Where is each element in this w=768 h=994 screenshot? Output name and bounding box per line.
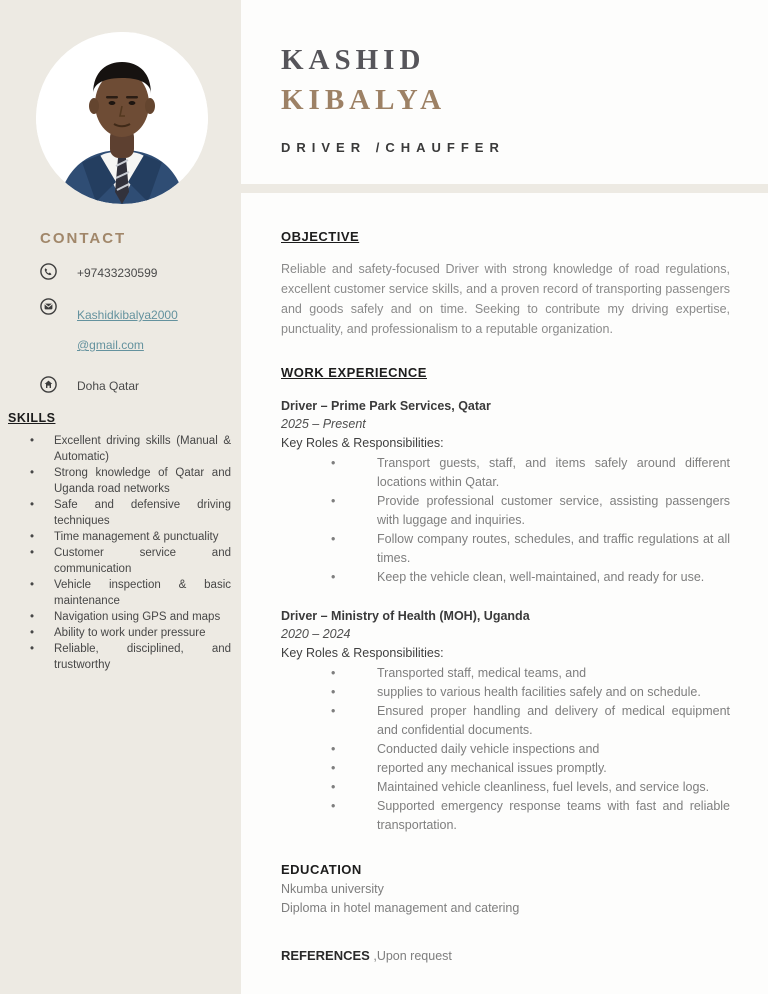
skills-list — [0, 433, 241, 673]
bullet-icon: • — [30, 547, 35, 559]
email-line2: @gmail.com — [77, 338, 144, 352]
bullet-icon: • — [30, 467, 35, 479]
main-column — [241, 0, 768, 994]
resume-body — [241, 193, 768, 994]
job-bullet: • Supported emergency response teams with fast and reliable transportation. — [281, 797, 730, 835]
bullet-icon: • — [331, 685, 336, 699]
phone-number: +97433230599 — [77, 266, 158, 280]
bullet-icon: • — [30, 499, 35, 511]
job-bullet: • Maintained vehicle cleanliness, fuel levels, and service logs. — [281, 778, 730, 797]
resume-header — [241, 0, 768, 184]
bullet-icon: • — [331, 704, 336, 718]
last-name: KIBALYA — [281, 84, 447, 116]
candidate-name — [281, 40, 768, 120]
skill-item: • Vehicle inspection & basic maintenance — [30, 579, 231, 607]
bullet-icon: • — [331, 494, 336, 508]
contact-location-row — [40, 376, 227, 395]
contact-heading: CONTACT — [40, 230, 127, 247]
job-roles-label: Key Roles & Responsibilities: — [281, 436, 444, 450]
skill-item: • Ability to work under pressure — [30, 627, 206, 639]
job-period: 2025 – Present — [281, 417, 366, 431]
job-title-line: Driver – Prime Park Services, Qatar — [281, 399, 491, 413]
skills-heading: SKILLS — [8, 411, 56, 425]
education-section — [281, 862, 730, 918]
skill-item: • Reliable, disciplined, and trustworthy — [30, 643, 231, 671]
bullet-icon: • — [30, 435, 35, 447]
phone-icon — [40, 263, 57, 280]
objective-heading: OBJECTIVE — [281, 229, 360, 244]
header-divider — [241, 184, 768, 193]
job-bullet: • Provide professional customer service, assisting passengers with luggage and inquiries. — [281, 492, 730, 530]
bullet-icon: • — [30, 643, 35, 655]
home-location-icon — [40, 376, 57, 393]
job-bullet: • reported any mechanical issues promptly. — [281, 759, 730, 778]
skill-item: • Navigation using GPS and maps — [30, 611, 221, 623]
bullet-icon: • — [30, 531, 35, 543]
skills-section — [0, 411, 241, 673]
sidebar — [0, 0, 241, 994]
references-text: ,Upon request — [373, 949, 452, 963]
job-title-line: Driver – Ministry of Health (MOH), Uganda — [281, 609, 530, 623]
email-line1: Kashidkibalya2000 — [77, 308, 178, 322]
job-bullet: • Ensured proper handling and delivery of medical equipment and confidential documents. — [281, 702, 730, 740]
skill-item: • Excellent driving skills (Manual & Automatic) — [30, 435, 231, 463]
contact-email-row — [40, 298, 227, 360]
job-bullet: • Keep the vehicle clean, well-maintained, and ready for use. — [281, 568, 730, 587]
bullet-icon: • — [331, 799, 336, 813]
job-bullet: • supplies to various health facilities safely and on schedule. — [281, 683, 730, 702]
objective-section — [281, 229, 730, 339]
skill-item: • Customer service and communication — [30, 547, 231, 575]
bullet-icon: • — [30, 579, 35, 591]
bullet-icon: • — [331, 742, 336, 756]
bullet-icon: • — [30, 611, 35, 623]
bullet-icon: • — [331, 456, 336, 470]
bullet-icon: • — [331, 532, 336, 546]
job-bullet-list — [281, 664, 730, 835]
education-heading: EDUCATION — [281, 862, 362, 877]
work-heading: WORK EXPERIECNCE — [281, 365, 427, 380]
bullet-icon: • — [331, 570, 336, 584]
job-title: DRIVER /CHAUFFER — [281, 140, 505, 155]
email-icon — [40, 298, 57, 315]
job-entry — [281, 607, 730, 835]
skill-item: • Safe and defensive driving techniques — [30, 499, 231, 527]
first-name: KASHID — [281, 44, 426, 76]
job-entry — [281, 397, 730, 587]
education-school: Nkumba university — [281, 882, 384, 896]
bullet-icon: • — [30, 627, 35, 639]
profile-photo-illustration — [36, 32, 208, 204]
objective-text: Reliable and safety-focused Driver with strong knowledge of road regulations, excellent customer service skills, and a proven record of transporting passengers and goods safely and on time. Seeking to contribute my driving expertise, punctuality, and professionalism to a reputable organization. — [281, 262, 730, 336]
job-period: 2020 – 2024 — [281, 627, 351, 641]
location-text: Doha Qatar — [77, 379, 140, 393]
bullet-icon: • — [331, 761, 336, 775]
contact-section — [0, 204, 241, 395]
job-bullet: • Follow company routes, schedules, and traffic regulations at all times. — [281, 530, 730, 568]
job-bullet: • Conducted daily vehicle inspections and — [281, 740, 730, 759]
bullet-icon: • — [331, 780, 336, 794]
skill-item: • Time management & punctuality — [30, 531, 219, 543]
email-link[interactable] — [77, 298, 178, 360]
education-degree: Diploma in hotel management and catering — [281, 901, 520, 915]
contact-phone-row — [40, 263, 227, 282]
job-bullet-list — [281, 454, 730, 587]
job-roles-label: Key Roles & Responsibilities: — [281, 646, 444, 660]
work-experience-section — [281, 365, 730, 835]
job-bullet: • Transport guests, staff, and items safely around different locations within Qatar. — [281, 454, 730, 492]
references-heading: REFERENCES — [281, 948, 370, 963]
bullet-icon: • — [331, 666, 336, 680]
profile-photo — [36, 32, 208, 204]
job-bullet: • Transported staff, medical teams, and — [281, 664, 730, 683]
references-section — [281, 948, 730, 963]
skill-item: • Strong knowledge of Qatar and Uganda road networks — [30, 467, 231, 495]
